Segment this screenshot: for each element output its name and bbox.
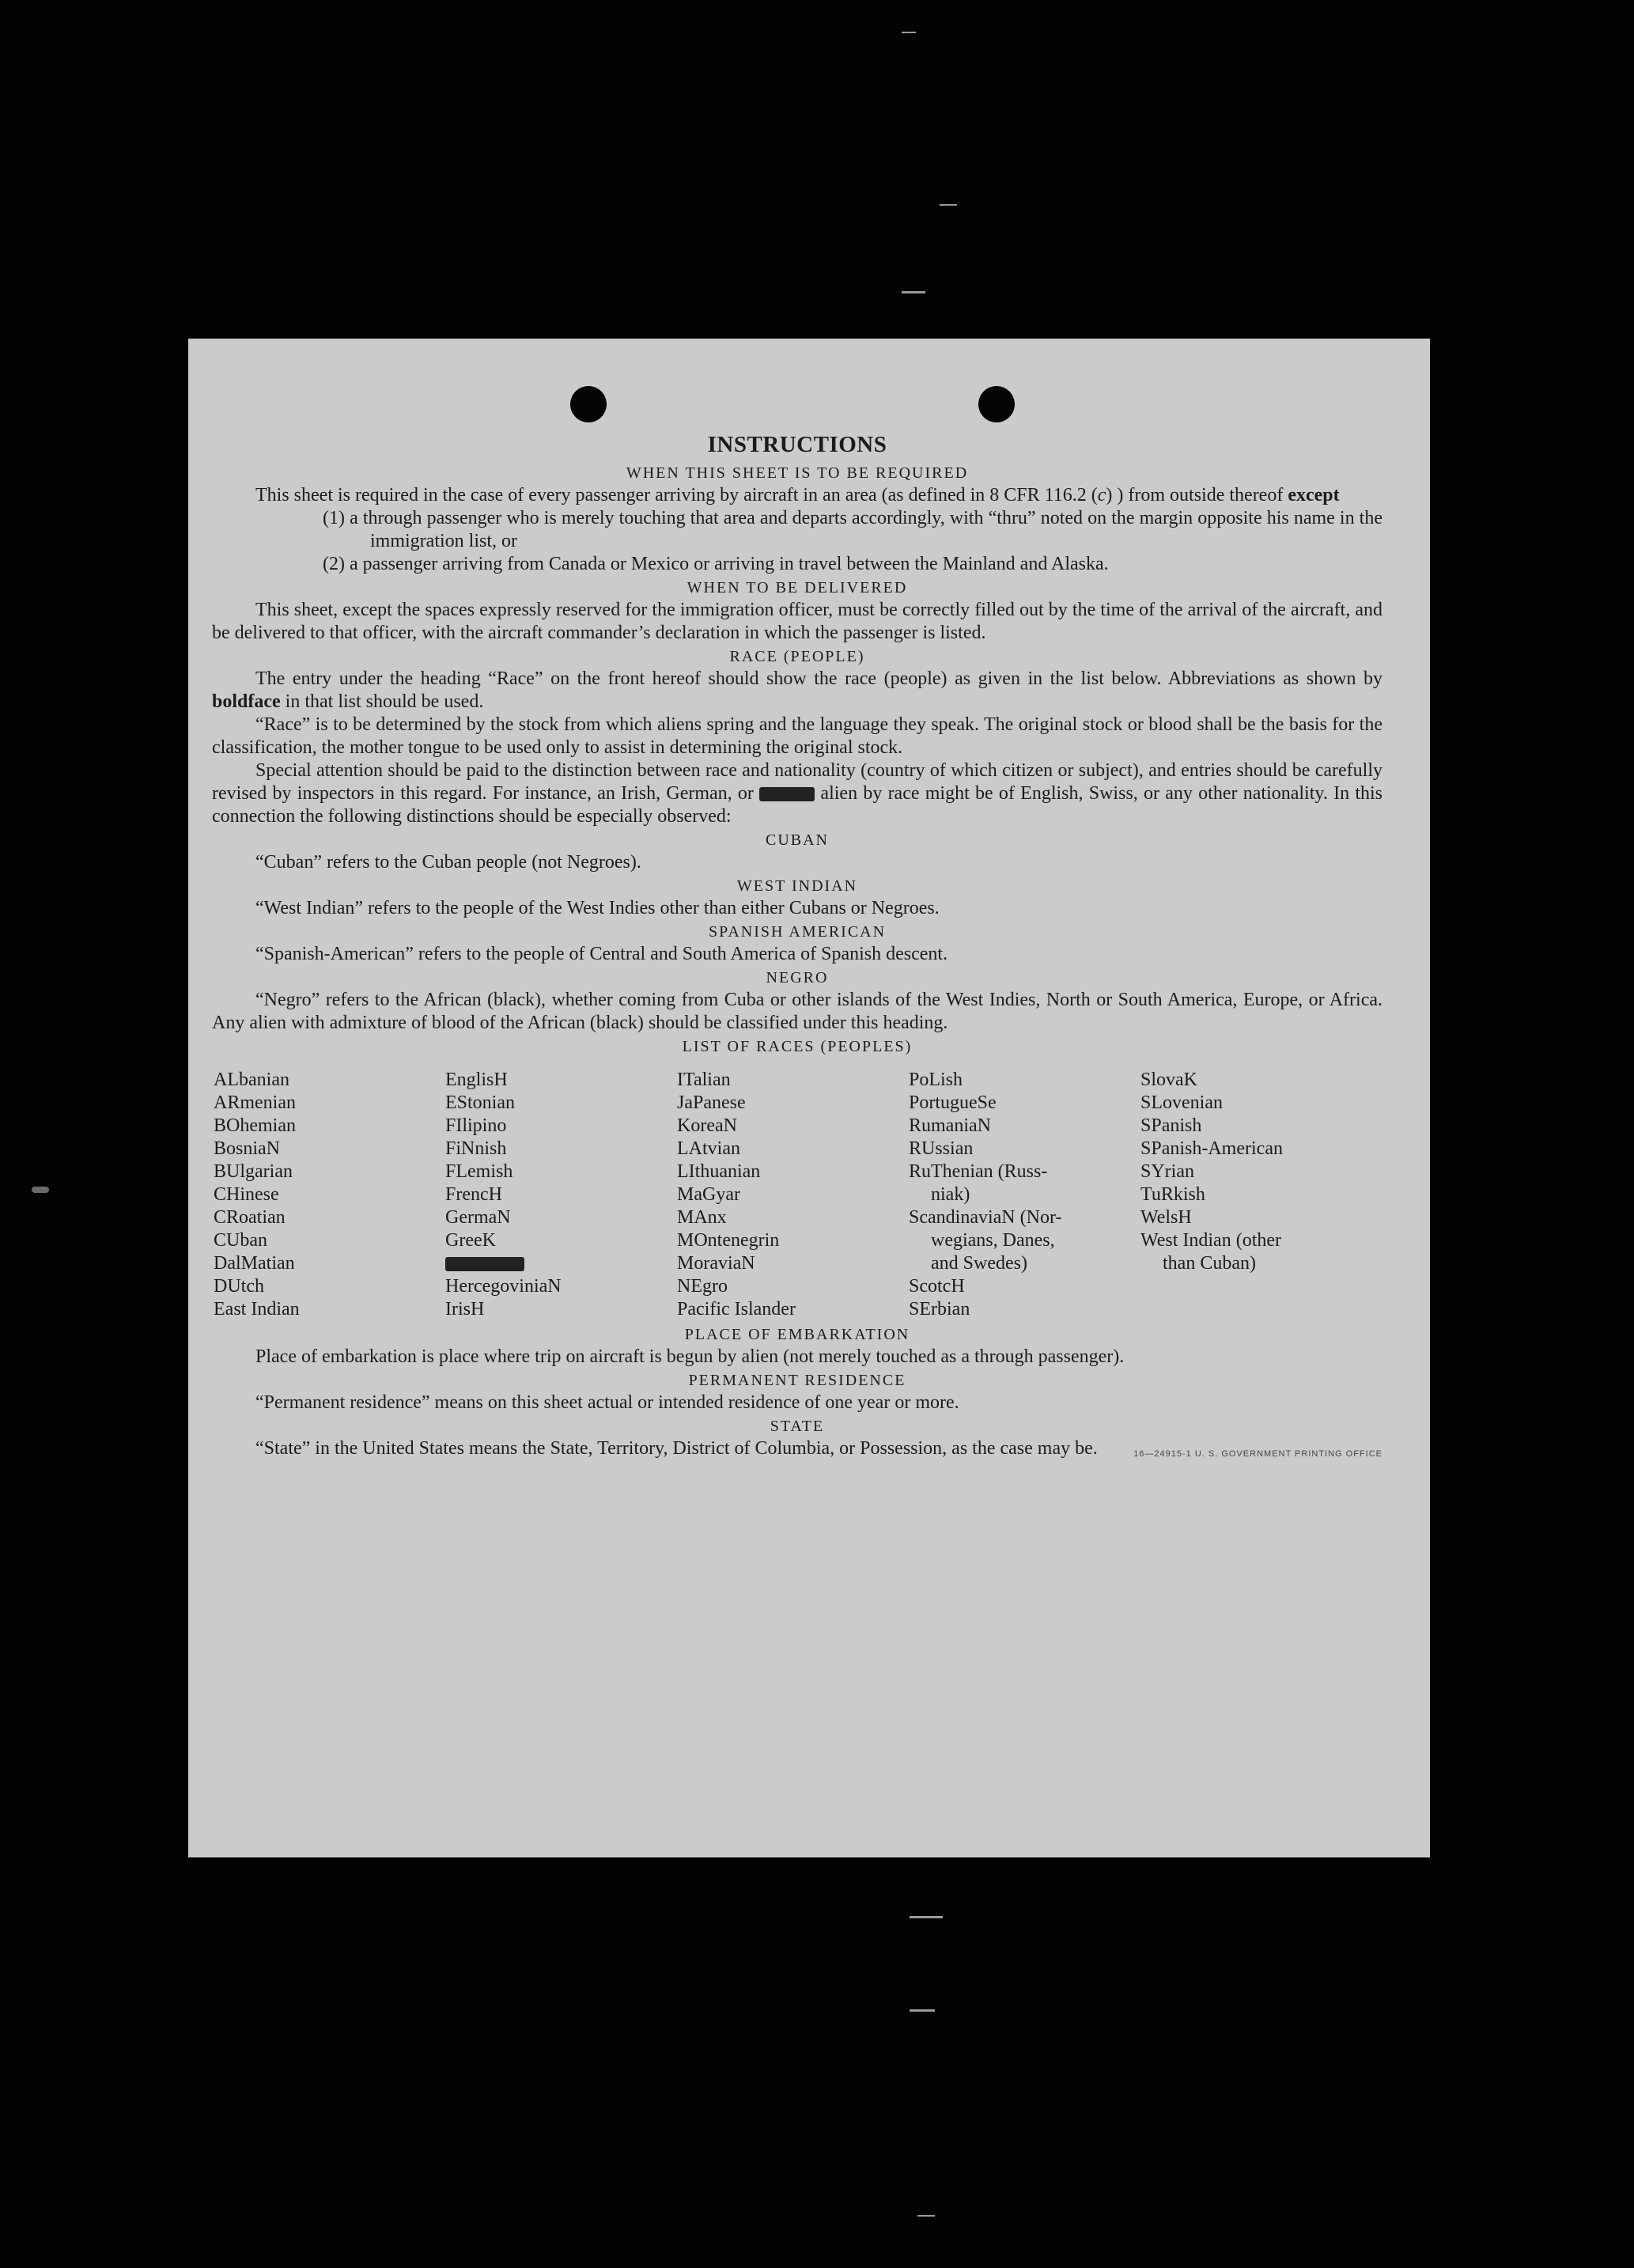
instructions-body (212, 432, 1382, 1460)
race-item: MAnx (677, 1207, 727, 1228)
required-item-2: (2) a passenger arriving from Canada or Mexico or arriving in travel between the Mainland and Alaska. (323, 554, 1109, 574)
race-list (214, 1069, 1382, 1321)
race-item: West Indian (other (1140, 1230, 1282, 1251)
punch-hole (570, 386, 607, 422)
race-column-2 (445, 1069, 677, 1321)
race-column-1 (214, 1069, 445, 1321)
punch-hole (978, 386, 1015, 422)
race-item: CRoatian (214, 1207, 286, 1228)
section-heading-delivered: WHEN TO BE DELIVERED (687, 579, 908, 596)
required-intro-text: This sheet is required in the case of every passenger arriving by aircraft in an area (as defined in 8 CFR 116.2 ( (255, 485, 1098, 505)
race-item: FIlipino (445, 1115, 507, 1136)
race-item: Pacific Islander (677, 1299, 796, 1320)
race-paragraph-1 (212, 668, 1382, 714)
scan-speck (902, 32, 916, 33)
section-heading-cuban: CUBAN (765, 831, 829, 849)
spanish-american-text: “Spanish-American” refers to the people of Central and South America of Spanish descent. (255, 944, 948, 964)
race-item: FiNnish (445, 1138, 507, 1159)
scan-speck (940, 204, 957, 206)
scan-speck (917, 2215, 935, 2217)
race-item: BosniaN (214, 1138, 280, 1159)
race-item-redacted (445, 1252, 677, 1275)
race-item: NEgro (677, 1276, 728, 1297)
race-p1-bold: boldface (212, 691, 281, 712)
section-heading-spanish-american: SPANISH AMERICAN (708, 923, 887, 941)
race-item: ScandinaviaN (Nor- (909, 1207, 1062, 1228)
race-item: TuRkish (1140, 1184, 1205, 1205)
section-heading-negro: NEGRO (766, 969, 829, 986)
race-item: CHinese (214, 1184, 279, 1205)
race-p1-text2: in that list should be used. (280, 691, 484, 712)
race-p1-text: The entry under the heading “Race” on the front hereof should show the race (people) as given in the list below. Abbreviations as shown by (255, 668, 1382, 689)
race-item: EnglisH (445, 1070, 508, 1090)
residence-text: “Permanent residence” means on this sheet actual or intended residence of one year or more. (255, 1392, 959, 1413)
race-item: MOntenegrin (677, 1230, 780, 1251)
race-item: ARmenian (214, 1092, 296, 1113)
section-heading-race: RACE (PEOPLE) (729, 648, 865, 665)
race-item: WelsH (1140, 1207, 1192, 1228)
race-item: JaPanese (677, 1092, 746, 1113)
race-item: MoraviaN (677, 1253, 755, 1274)
race-item: than Cuban) (1163, 1253, 1256, 1274)
race-paragraph-3 (212, 759, 1382, 828)
redaction-mark (759, 787, 815, 801)
race-item: FLemish (445, 1161, 513, 1182)
section-heading-list-of-races: LIST OF RACES (PEOPLES) (682, 1038, 913, 1055)
race-paragraph-2: “Race” is to be determined by the stock from which aliens spring and the language they speak. The original stock or blood shall be the basis for the classification, the mother tongue to be used only to assist in determining the original stock. (212, 714, 1382, 758)
race-item: GermaN (445, 1207, 511, 1228)
west-indian-text: “West Indian” refers to the people of the West Indies other than either Cubans or Negroes. (255, 898, 940, 918)
section-heading-embarkation: PLACE OF EMBARKATION (684, 1326, 910, 1343)
race-item: SlovaK (1140, 1070, 1197, 1090)
page-title: INSTRUCTIONS (707, 432, 887, 457)
race-item: LAtvian (677, 1138, 740, 1159)
race-item: PoLish (909, 1070, 963, 1090)
race-p3-text2: alien by race might be of English, Swiss, or any other nationality. In this connection the following distinctions should be especially observed: (212, 783, 1383, 827)
scan-speck (32, 1187, 49, 1193)
required-item-1: (1) a through passenger who is merely touching that area and departs accordingly, with “thru” noted on the margin opposite his name in the immigration list, or (323, 508, 1382, 551)
race-item: KoreaN (677, 1115, 737, 1136)
race-item: DalMatian (214, 1253, 295, 1274)
scan-speck (910, 1916, 943, 1918)
race-item: GreeK (445, 1230, 496, 1251)
race-item: SLovenian (1140, 1092, 1223, 1113)
scan-speck (910, 2009, 935, 2012)
race-item: BUlgarian (214, 1161, 293, 1182)
required-intro (212, 484, 1382, 507)
race-item: wegians, Danes, (931, 1230, 1055, 1251)
race-item: SYrian (1140, 1161, 1194, 1182)
race-item: FrencH (445, 1184, 502, 1205)
race-item: SPanish (1140, 1115, 1202, 1136)
race-item: BOhemian (214, 1115, 296, 1136)
delivered-text: This sheet, except the spaces expressly reserved for the immigration officer, must be correctly filled out by the time of the arrival of the aircraft, and be delivered to that officer, with the aircraft commander’s declaration in which the passenger is listed. (212, 600, 1382, 643)
race-item: RumaniaN (909, 1115, 991, 1136)
race-item: RUssian (909, 1138, 974, 1159)
race-p3-text: Special attention should be paid to the distinction between race and nationality (country of which citizen or subject), and entries should be carefully revised by inspectors in this regard. For instance, an Irish, German, or (212, 760, 1382, 804)
race-item: SErbian (909, 1299, 970, 1320)
state-text: “State” in the United States means the State, Territory, District of Columbia, or Possession, as the case may be. (255, 1438, 1098, 1459)
race-item: MaGyar (677, 1184, 740, 1205)
race-item: niak) (931, 1184, 970, 1205)
race-item: SPanish-American (1140, 1138, 1283, 1159)
document-sheet (188, 339, 1430, 1857)
negro-text: “Negro” refers to the African (black), whether coming from Cuba or other islands of the West Indies, North or South America, Europe, or Africa. Any alien with admixture of blood of the African (black) should be classified under this heading. (212, 990, 1382, 1033)
race-item: ALbanian (214, 1070, 289, 1090)
required-intro-italic: c (1097, 485, 1106, 505)
race-item: ITalian (677, 1070, 731, 1090)
required-intro-text2: ) ) from outside thereof (1106, 485, 1288, 505)
state-footer (212, 1437, 1382, 1460)
embarkation-text: Place of embarkation is place where trip on aircraft is begun by alien (not merely touched as a through passenger). (255, 1346, 1125, 1367)
race-item: and Swedes) (931, 1253, 1027, 1274)
race-item: CUban (214, 1230, 267, 1251)
printer-imprint: 16—24915-1 U. S. GOVERNMENT PRINTING OFFICE (1133, 1449, 1382, 1459)
race-column-5 (1140, 1069, 1386, 1321)
race-item: ScotcH (909, 1276, 965, 1297)
race-column-3 (677, 1069, 909, 1321)
race-column-4 (909, 1069, 1140, 1321)
section-heading-residence: PERMANENT RESIDENCE (688, 1372, 906, 1389)
race-item: DUtch (214, 1276, 264, 1297)
scan-speck (902, 291, 925, 293)
race-item: East Indian (214, 1299, 300, 1320)
redaction-mark (445, 1257, 524, 1271)
section-heading-state: STATE (770, 1418, 825, 1435)
race-item: LIthuanian (677, 1161, 761, 1182)
section-heading-required: WHEN THIS SHEET IS TO BE REQUIRED (626, 464, 969, 482)
required-intro-bold: except (1288, 485, 1340, 505)
race-item: RuThenian (Russ- (909, 1161, 1048, 1182)
race-item: HercegoviniaN (445, 1276, 562, 1297)
race-item: EStonian (445, 1092, 515, 1113)
section-heading-west-indian: WEST INDIAN (736, 877, 858, 895)
cuban-text: “Cuban” refers to the Cuban people (not Negroes). (255, 852, 641, 873)
race-item: PortugueSe (909, 1092, 997, 1113)
race-item: IrisH (445, 1299, 485, 1320)
